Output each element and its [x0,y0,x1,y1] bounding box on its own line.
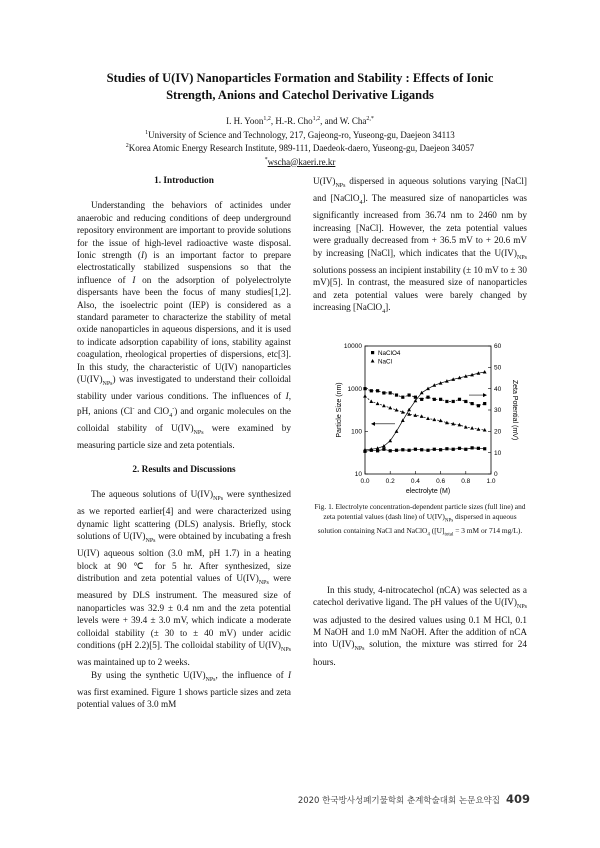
y-right-tick-label: 20 [494,428,502,436]
y-right-tick-label: 50 [494,364,502,372]
data-point [464,448,467,451]
data-point [458,447,461,450]
data-point [401,396,404,399]
data-point [395,449,398,452]
affiliation-2: $^2$Korea Atomic Energy Research Institute, 989-111, Daedeok-daero, Yuseong-gu, Daejeon 34057 [125,143,475,153]
data-point [414,396,417,399]
data-point [370,389,373,392]
data-point [470,426,474,430]
x-tick-label: 0.4 [410,478,420,485]
results-paragraph-1: The aqueous solutions of $U(IV)_{NPs}$ were synthesized as we reported earlier[4] and were characterized using dynamic light scattering (DLS) analysis. Briefly, stock solutions of $U(IV)_{NPs}$ were obtained by incubating a fresh U(IV) aqueous soltion (3.0 mM, pH 1.7) in a heating block at 90 ℃ for 5 hr. After synthesized, size distribution and zeta potential values of $U(IV)_{NPs}$ were measured by DLS instrument. The measured size of nanoparticles was 32.9 ± 0.4 nm and the zeta potential levels were + 39.4 ± 3.0 mV, which indicate a moderate colloidal stability (± 30 to ± 40 mV) under acidic conditions (pH 2.2)[5]. The colloidal stability of $U(IV)_{NPs}$ was maintained up to 2 weeks. [77,489,291,668]
data-point [401,418,405,422]
page-footer [298,792,530,806]
data-point [477,404,480,407]
data-point [471,446,474,449]
y-left-tick-label: 1000 [347,385,362,393]
legend-label-naclo4: NaClO4 [378,350,401,357]
y-right-tick-label: 0 [494,471,498,479]
data-point [369,399,373,403]
title-line-1: Studies of U(IV) Nanoparticles Formation and Stability : Effects of Ionic [106,71,494,85]
data-point [395,429,399,433]
section-title-results: 2. Results and Discussions [132,464,236,475]
y-left-tick-label: 10000 [343,343,362,351]
data-point [414,448,417,451]
data-point [382,404,386,408]
x-tick-label: 0.8 [461,478,471,485]
data-point [471,402,474,405]
x-axis-label: electrolyte (M) [405,488,451,495]
x-tick-label: 0.2 [385,478,395,485]
data-point [458,398,461,401]
data-point [401,448,404,451]
data-point [445,400,448,403]
results-paragraph-2: By using the synthetic $U(IV)_{NPs}$, the influence of I was first examined. Figure 1 shows particle sizes and zeta potential values of 3.0 mM [77,669,291,710]
data-point [452,448,455,451]
data-point [420,391,424,395]
section-title-introduction: 1. Introduction [154,176,214,186]
data-point [483,447,486,450]
data-point [439,419,443,423]
data-point [483,370,487,374]
data-point [395,393,398,396]
y-left-axis-label: Particle Size (nm) [336,382,343,438]
data-point [452,400,455,403]
legend-marker-nacl [371,359,375,363]
series-line [365,389,485,406]
data-point [376,402,380,406]
left-column [77,175,291,711]
data-point [433,448,436,451]
results-paragraph-4: In this study, 4-nitrocatechol (nCA) was selected as a catechol derivative ligand. The pH values of the $U(IV)_{NPs}$ was adjusted to the desired values using 0.1 M HCl, 0.1 M NaOH and 1.0 mM NaOH. After the addition of nCA into $U(IV)_{NPs}$ solution, the mixture was stirred for 24 hours. [313,585,527,667]
data-point [483,402,486,405]
data-point [382,448,385,451]
results-paragraph-3: $U(IV)_{NPs}$ dispersed in aqueous solutions varying [NaCl] and [NaClO$_4$]. The measured size of nanoparticles was significantly increased from 36.74 nm to 2460 nm by increasing [NaCl]. However, the zeta potential values were gradually decreased from + 36.5 mV to + 20.6 mV by increasing [NaCl], which indicates that the $U(IV)_{NPs}$ solutions possess an incipient instability (± 10 mV to ± 30 mV)[5]. In contrast, the measured size of nanoparticles and zeta potential values were barely changed by increasing [NaClO$_4$]. [313,176,527,315]
arrow-right-head [483,393,487,397]
affiliation-1: $^1$University of Science and Technology, 217, Gajeong-ro, Yuseong-gu, Daejeon 34113 [145,129,455,140]
data-point [432,418,436,422]
data-point [439,398,442,401]
data-point [420,448,423,451]
data-point [439,448,442,451]
data-point [408,393,411,396]
legend-marker-naclo4 [371,351,374,354]
data-point [376,389,379,392]
y-right-tick-label: 10 [494,449,502,457]
intro-paragraph: Understanding the behaviors of actinides under anaerobic and reducing conditions of deep underground repository environment are important to provide solutions for the issue of high-level radioactive waste disposal. Ionic strength (I) is an important factor to prepare electrostatically stabilized suspensions so that the influence of I on the adsorption of polyelectrolyte dispersants have been the focus of many studies[1,2]. Also, the isoelectric point (IEP) is considered as a standard parameter to characterize the stability of metal oxide nanoparticles in aqueous dispersions, and it is used to indicate adsorption capability of ions, stability against coagulation, rheological properties of dispersions, etc[3]. In this study, the characteristic of U(IV) nanoparticles $(U(IV)_{NPs})$ was investigated to understand their colloidal stability under various conditions. The influences of I, pH, anions (Cl- and ClO$_4$-) and organic molecules on the colloidal stability of $U(IV)_{NPs}$ were examined by measuring particle size and zeta potentials. [77,200,291,451]
data-point [477,427,481,431]
data-point [363,387,366,390]
right-column [313,175,527,318]
data-point [445,447,448,450]
x-tick-label: 0.6 [436,478,446,485]
y-right-tick-label: 40 [494,385,502,393]
title-line-2: Strength, Anions and Catechol Derivative Ligands [166,88,434,102]
data-point [464,400,467,403]
data-point [388,406,392,410]
figure-caption: Fig. 1. Electrolyte concentration-dependent particle sizes (full line) and zeta potential values (dash line) of $U(IV)_{NPs}$ dispersed in aqueous solution containing NaCl and NaClO$_4$ ($[U]_{total} = 3$ mM or 714 mg/L). [314,502,526,538]
author-block [60,114,540,168]
data-point [382,391,385,394]
legend-label-nacl: NaCl [378,358,392,366]
data-point [408,449,411,452]
data-point [389,449,392,452]
data-point [420,398,423,401]
x-tick-label: 1.0 [486,478,496,485]
y-left-tick-label: 100 [351,428,362,436]
data-point [477,447,480,450]
data-point [426,449,429,452]
series-line [365,372,485,450]
data-point [433,398,436,401]
figure-1 [313,336,527,498]
paper-title [60,70,540,104]
data-point [389,391,392,394]
footer-text: 2020 한국방사성폐기물학회 춘계학술대회 논문요약집 [297,796,500,806]
email[interactable]: *wscha@kaeri.re.kr [264,156,336,167]
y-right-tick-label: 30 [494,407,502,415]
data-point [426,417,430,421]
arrow-left-head [371,422,375,426]
data-point [426,387,430,391]
data-point [426,396,429,399]
y-left-tick-label: 10 [354,471,362,479]
data-point [395,408,399,412]
y-right-axis-label: Zeta Potential (mV) [511,379,518,441]
page-number: 409 [505,792,530,806]
authors-line: I. H. Yoon$^{1,2}$, H.-R. Cho$^{1,2}$, and W. Cha$^{2,*}$ [226,116,374,126]
y-right-tick-label: 60 [494,343,502,351]
x-tick-label: 0.0 [360,478,370,485]
electrolyte-chart [313,336,527,498]
data-point [363,394,367,398]
